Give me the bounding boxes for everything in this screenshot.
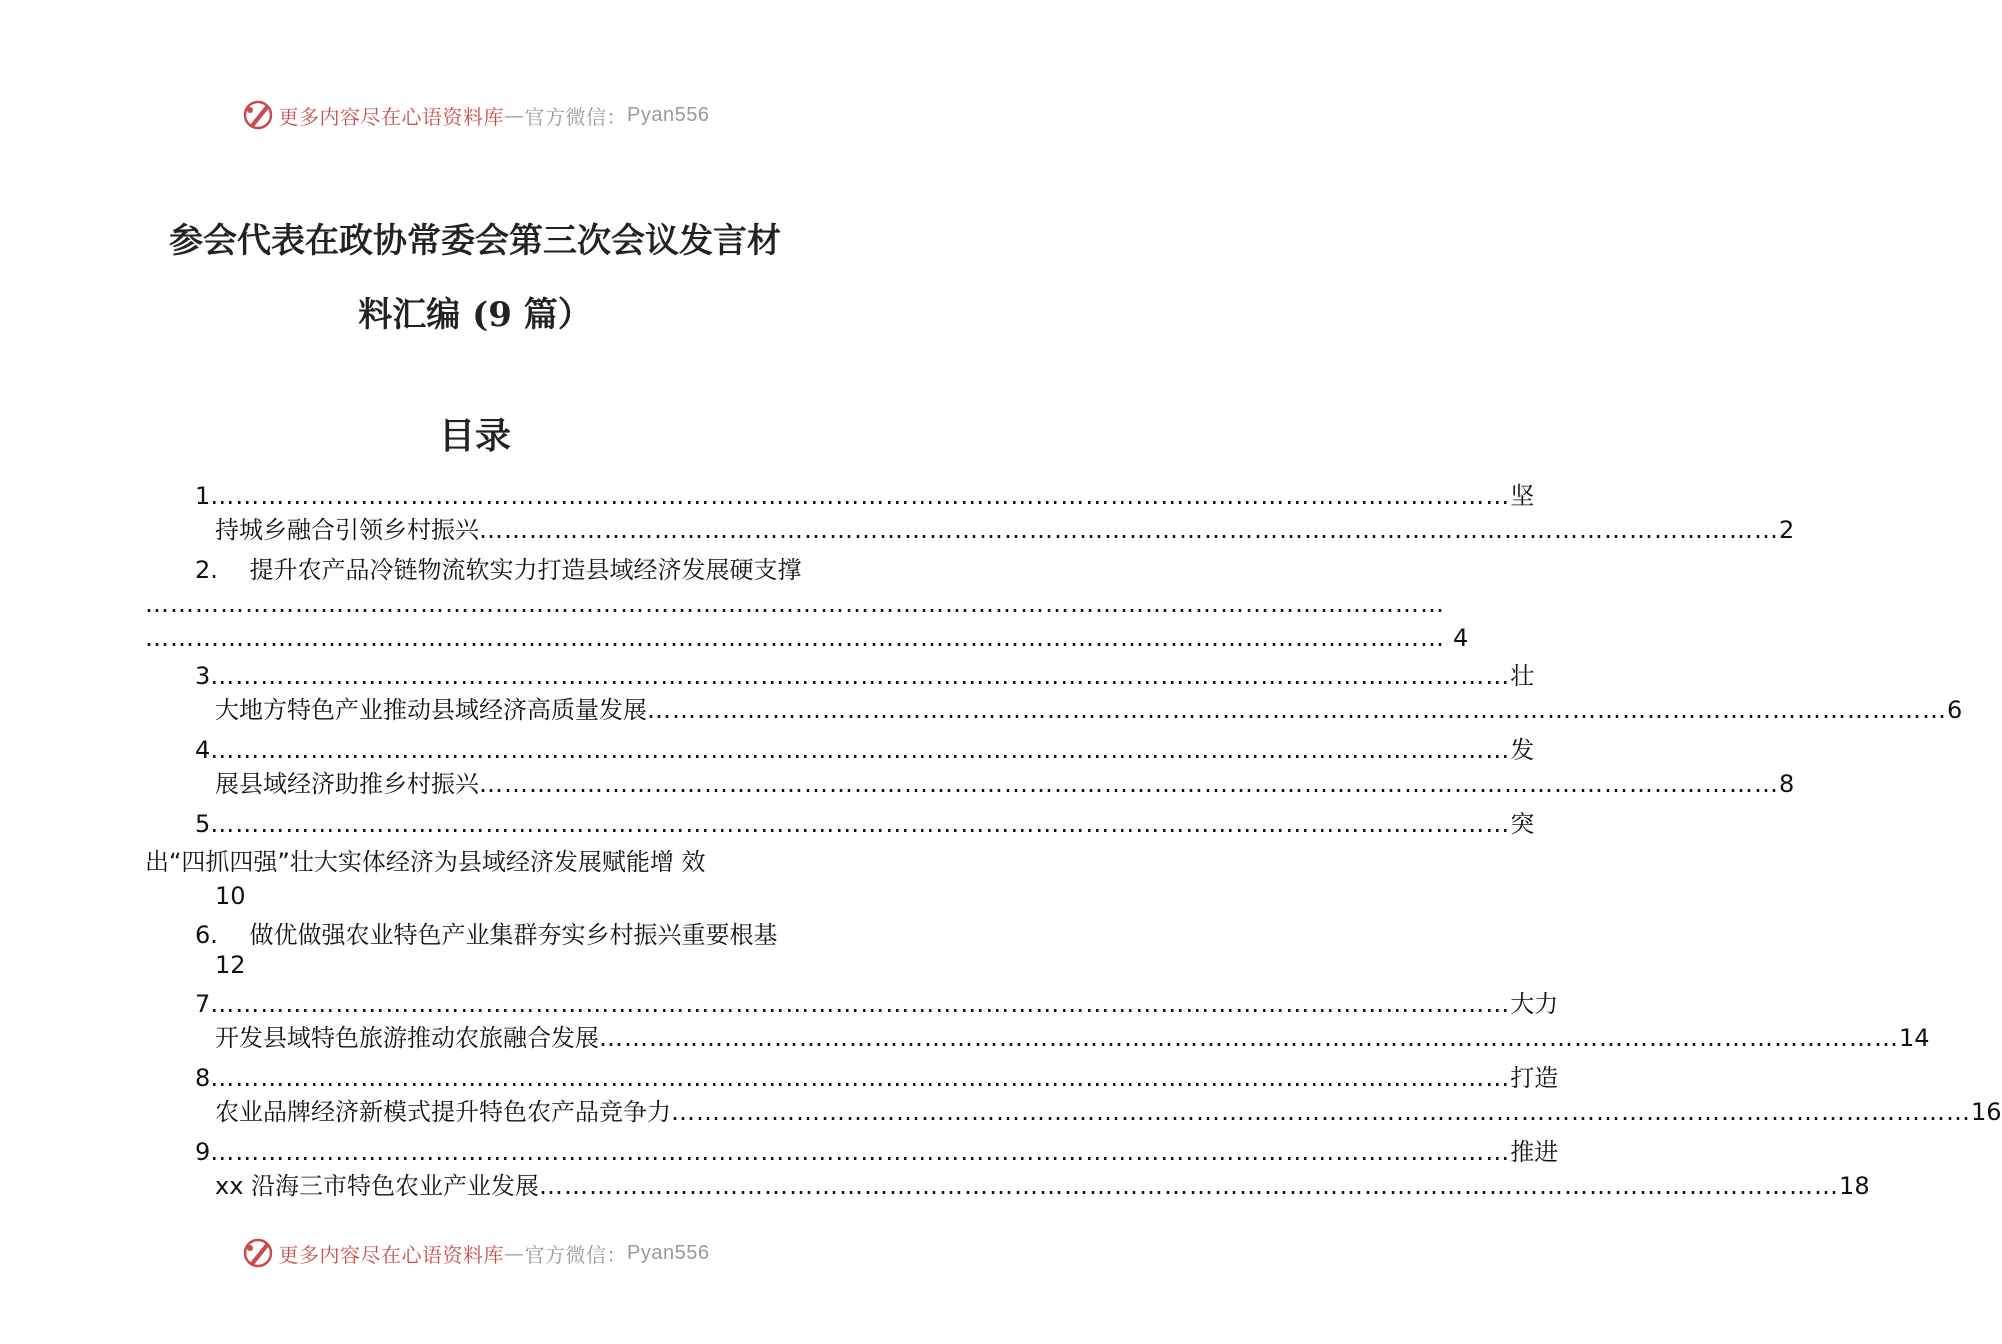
watermark-bottom (0, 1233, 950, 1273)
toc-item-4[interactable] (195, 733, 1535, 767)
toc-item-2[interactable] (195, 553, 802, 587)
watermark-dash: — (504, 1241, 525, 1265)
toc-item-number: 9 (195, 1138, 211, 1166)
toc-item-title-head: 坚 (1510, 482, 1535, 510)
toc-item-title-head: 大力 (1510, 990, 1559, 1018)
pen-logo-icon (241, 98, 275, 132)
toc-leader: ………………………………………………………………………………………………………………………………………… (210, 1064, 1511, 1092)
toc-item-title: 大地方特色产业推动县域经济高质量发展 (215, 696, 647, 724)
watermark-dash: — (504, 103, 525, 127)
toc-item-8[interactable] (195, 1061, 1559, 1095)
toc-item-title: 提升农产品冷链物流软实力打造县域经济发展硬支撑 (249, 556, 802, 584)
toc-leader: ………………………………………………………………………………………………………………………………………… (210, 1138, 1511, 1166)
toc-item-3-cont[interactable] (215, 693, 1963, 727)
toc-leader: ………………………………………………………………………………………………………………………………………… (210, 990, 1511, 1018)
toc-leader: ………………………………………………………………………………………………………………………………………… (647, 696, 1947, 724)
toc-item-4-cont[interactable] (215, 767, 1795, 801)
toc-leader: ………………………………………………………………………………………………………………………………………… (479, 770, 1779, 798)
toc-item-page: 2 (1779, 516, 1795, 544)
toc-item-page: 16 (1971, 1098, 2002, 1126)
toc-leader: ………………………………………………………………………………………………………………………………………… (145, 624, 1445, 652)
watermark-wechat-id: Pyan556 (627, 1241, 710, 1264)
toc-item-page: 6 (1947, 696, 1963, 724)
toc-item-number: 4 (195, 736, 211, 764)
toc-item-number: 5 (195, 810, 211, 838)
toc-item-page[interactable]: 10 (215, 882, 246, 910)
toc-item-number: 1 (195, 482, 211, 510)
toc-leader: ………………………………………………………………………………………………………………………………………… (671, 1098, 1971, 1126)
toc-item-1-cont[interactable] (215, 513, 1795, 547)
toc-item-title: 开发县域特色旅游推动农旅融合发展 (215, 1024, 599, 1052)
toc-item-title-head: 推进 (1510, 1138, 1559, 1166)
toc-item-page[interactable]: 12 (215, 951, 246, 979)
toc-item-number: 3 (195, 662, 211, 690)
toc-leader: ………………………………………………………………………………………………………………………………………… (599, 1024, 1899, 1052)
toc-leader: ………………………………………………………………………………………………………………………………………… (210, 662, 1511, 690)
toc-item-title-head: 发 (1510, 736, 1535, 764)
toc-leader: ………………………………………………………………………………………………………………………………………… (145, 590, 1445, 618)
document-title-line1: 参会代表在政协常委会第三次会议发言材 (169, 221, 781, 261)
watermark-label: 官方微信： (524, 104, 628, 129)
toc-item-8-cont[interactable] (215, 1095, 2002, 1129)
toc-heading: 目录 (438, 415, 511, 457)
toc-leader: ………………………………………………………………………………………………………………………………………… (539, 1172, 1840, 1200)
toc-item-7-cont[interactable] (215, 1021, 1930, 1055)
toc-item-page: 14 (1899, 1024, 1930, 1052)
toc-item-title-head: 壮 (1510, 662, 1535, 690)
toc-leader: ………………………………………………………………………………………………………………………………………… (210, 736, 1511, 764)
toc-leader: ………………………………………………………………………………………………………………………………………… (479, 516, 1779, 544)
toc-leader: ………………………………………………………………………………………………………………………………………… (210, 482, 1511, 510)
toc-item-title: 持城乡融合引领乡村振兴 (215, 516, 479, 544)
watermark-label: 官方微信： (524, 1242, 628, 1267)
watermark-top (0, 95, 950, 135)
toc-item-1[interactable] (195, 479, 1535, 513)
toc-item-page: 4 (1453, 624, 1469, 652)
toc-item-9-cont[interactable] (215, 1169, 1870, 1203)
pen-logo-icon (241, 1236, 275, 1270)
toc-item-title: 农业品牌经济新模式提升特色农产品竞争力 (215, 1098, 671, 1126)
toc-item-title: 展县域经济助推乡村振兴 (215, 770, 479, 798)
toc-item-9[interactable] (195, 1135, 1559, 1169)
toc-leader: ………………………………………………………………………………………………………………………………………… (210, 810, 1511, 838)
toc-item-number: 7 (195, 990, 211, 1018)
toc-item-title[interactable]: 出“四抓四强”壮大实体经济为县域经济发展赋能增 效 (145, 848, 706, 876)
toc-item-number: 6. (195, 921, 218, 949)
toc-item-3[interactable] (195, 659, 1535, 693)
toc-item-page: 18 (1839, 1172, 1870, 1200)
toc-item-number: 8 (195, 1064, 211, 1092)
toc-item-number: 2. (195, 556, 218, 584)
watermark-brand: 更多内容尽在心语资料库 (278, 1242, 505, 1267)
watermark-wechat-id: Pyan556 (627, 103, 710, 126)
toc-item-title-head: 打造 (1510, 1064, 1559, 1092)
toc-item-title-head: 突 (1510, 810, 1535, 838)
toc-item-title: 做优做强农业特色产业集群夯实乡村振兴重要根基 (249, 921, 778, 949)
watermark-brand: 更多内容尽在心语资料库 (278, 104, 505, 129)
document-title-line2: 料汇编 (9 篇） (358, 295, 592, 335)
toc-item-7[interactable] (195, 987, 1559, 1021)
toc-item-5[interactable] (195, 807, 1535, 841)
toc-item-page: 8 (1779, 770, 1795, 798)
toc-item-title: xx 沿海三市特色农业产业发展 (215, 1172, 540, 1200)
toc-item-2-cont[interactable] (145, 621, 1469, 655)
toc-item-6[interactable] (195, 918, 778, 952)
